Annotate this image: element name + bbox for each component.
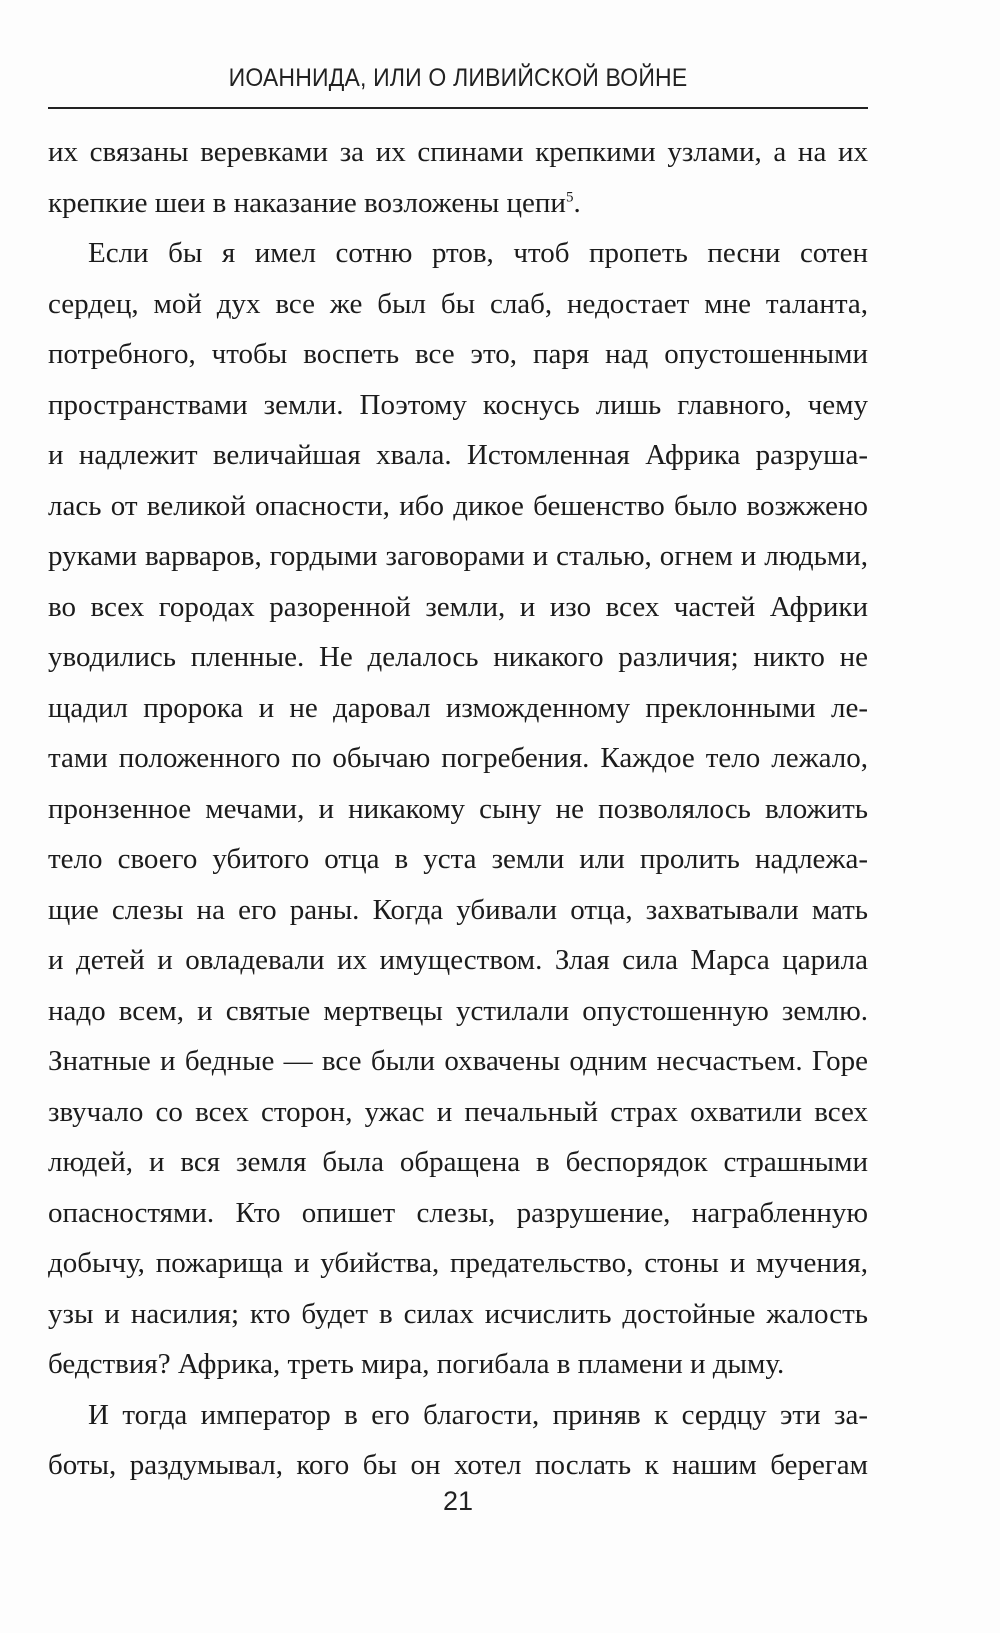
body-text (48, 127, 868, 1491)
text-line: людей, и вся земля была обращена в беспорядок страшными (48, 1146, 868, 1178)
running-head: ИОАННИДА, ИЛИ О ЛИВИЙСКОЙ ВОЙНЕ (228, 64, 688, 92)
footnote-marker[interactable]: 5 (565, 188, 574, 205)
text-line: сердец, мой дух все же был бы слаб, недостает мне таланта, (48, 287, 868, 320)
text-line: пронзенное мечами, и никакому сыну не позволялось вложить (48, 792, 868, 825)
text-line: лась от великой опасности, ибо дикое бешенство было возжжено (48, 489, 868, 522)
text-line: опасностями. Кто опишет слезы, разрушение, награбленную (48, 1196, 868, 1229)
text-line: и надлежит величайшая хвала. Истомленная Африка разруша- (48, 439, 868, 471)
text-line: узы и насилия; кто будет в силах исчислить достойные жалость (48, 1297, 868, 1330)
text-line: надо всем, и святые мертвецы устилали опустошенную землю. (48, 994, 868, 1027)
text-line: щие слезы на его раны. Когда убивали отца, захватывали мать (48, 893, 868, 926)
text-line (48, 178, 868, 229)
paragraph-3 (48, 1390, 868, 1491)
text-line: их связаны веревками за их спинами крепкими узлами, а на их (48, 136, 868, 168)
text-line: боты, раздумывал, кого бы он хотел послать к нашим берегам (48, 1449, 868, 1481)
text-line: И тогда император в его благости, приняв к сердцу эти за- (88, 1398, 868, 1431)
page-number: 21 (442, 1486, 474, 1516)
text-line: тами положенного по обычаю погребения. Каждое тело лежало, (48, 742, 868, 774)
paragraph-1 (48, 127, 868, 228)
text-line: щадил пророка и не даровал изможденному преклонными ле- (48, 691, 868, 724)
text-line: Знатные и бедные — все были охвачены одним несчастьем. Горе (48, 1045, 868, 1077)
text-fragment: . (573, 186, 581, 219)
text-line: уводились пленные. Не делалось никакого различия; никто не (48, 641, 868, 673)
text-line: и детей и овладевали их имуществом. Злая сила Марса царила (48, 944, 868, 976)
text-line: руками варваров, гордыми заговорами и сталью, огнем и людьми, (48, 540, 868, 572)
text-line: Если бы я имел сотню ртов, чтоб пропеть песни сотен (88, 237, 868, 269)
text-line: бедствия? Африка, треть мира, погибала в пламени и дыму. (48, 1348, 785, 1380)
text-line: пространствами земли. Поэтому коснусь лишь главного, чему (48, 388, 868, 421)
text-line: потребного, чтобы воспеть все это, паря над опустошенными (48, 338, 868, 370)
paragraph-2 (48, 228, 868, 1390)
header-rule (48, 107, 868, 109)
text-line: добычу, пожарища и убийства, предательство, стоны и мучения, (48, 1247, 868, 1279)
text-line: во всех городах разоренной земли, и изо всех частей Африки (48, 590, 868, 623)
text-line: звучало со всех сторон, ужас и печальный страх охватили всех (48, 1095, 868, 1128)
text-line: тело своего убитого отца в уста земли или пролить надлежа- (48, 843, 868, 875)
text-fragment: крепкие шеи в наказание возложены цепи (48, 186, 566, 219)
